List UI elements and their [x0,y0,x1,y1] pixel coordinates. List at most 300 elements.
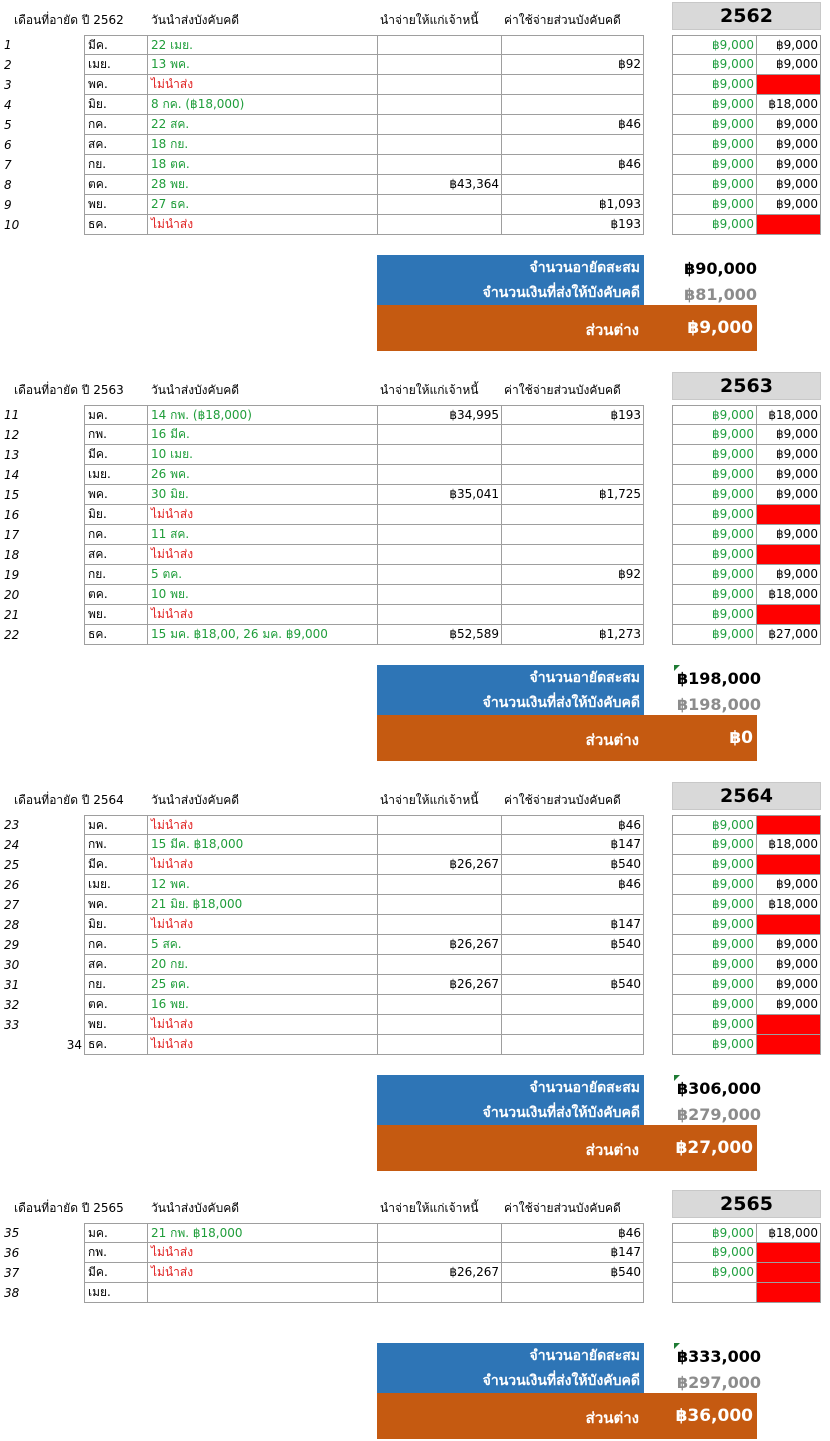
month-cell[interactable]: พค. [84,75,148,95]
expense-cell[interactable]: ฿46 [502,875,644,895]
expense-cell[interactable] [502,525,644,545]
paid-cell[interactable] [757,605,821,625]
paid-cell[interactable]: ฿9,000 [757,55,821,75]
debt-payment-cell[interactable]: ฿52,589 [378,625,502,645]
debt-payment-cell[interactable] [378,835,502,855]
year-header: 2565 [672,1190,821,1218]
accrued-cell[interactable]: ฿9,000 [672,1243,757,1263]
row-number: 4 [4,98,12,112]
table-row [0,155,830,175]
month-cell[interactable]: กพ. [84,425,148,445]
header-month: เดือนที่อายัด ปี 2562 [14,13,124,27]
expense-cell[interactable] [502,75,644,95]
paid-cell[interactable] [757,215,821,235]
date-cell[interactable]: 13 พค. [148,55,378,75]
accrued-cell[interactable]: ฿9,000 [672,975,757,995]
comment-marker-icon [674,1075,680,1081]
paid-cell[interactable]: ฿9,000 [757,525,821,545]
expense-cell[interactable]: ฿92 [502,55,644,75]
table-row [0,215,830,235]
expense-cell[interactable] [502,1015,644,1035]
year-header: 2562 [672,2,821,30]
sent-value: ฿297,000 [677,1373,762,1392]
debt-payment-cell[interactable] [378,465,502,485]
date-cell[interactable]: 5 ตค. [148,565,378,585]
month-cell[interactable]: เมย. [84,875,148,895]
row-number: 34 [66,1038,82,1052]
date-cell[interactable]: 16 พย. [148,995,378,1015]
paid-cell[interactable] [757,815,821,835]
accrued-cell[interactable]: ฿9,000 [672,625,757,645]
date-cell[interactable]: 15 มค. ฿18,00, 26 มค. ฿9,000 [148,625,378,645]
paid-cell[interactable]: ฿9,000 [757,155,821,175]
accrued-cell[interactable]: ฿9,000 [672,505,757,525]
month-cell[interactable]: มีค. [84,445,148,465]
date-cell[interactable]: 12 พค. [148,875,378,895]
expense-cell[interactable]: ฿1,093 [502,195,644,215]
month-cell[interactable]: สค. [84,545,148,565]
accrued-cell[interactable]: ฿9,000 [672,95,757,115]
table-row [0,605,830,625]
row-number: 14 [4,468,20,482]
date-cell[interactable]: 15 มีค. ฿18,000 [148,835,378,855]
difference-label: ส่วนต่าง [585,321,639,339]
accrued-cell[interactable]: ฿9,000 [672,465,757,485]
month-cell[interactable]: ตค. [84,175,148,195]
date-cell[interactable]: 11 สค. [148,525,378,545]
date-cell[interactable]: 14 กพ. (฿18,000) [148,405,378,425]
date-cell[interactable]: ไม่นำส่ง [148,1015,378,1035]
header-expense: ค่าใช้จ่ายส่วนบังคับคดี [504,383,621,397]
date-cell[interactable]: 5 สค. [148,935,378,955]
difference-value: ฿36,000 [675,1406,753,1426]
paid-cell[interactable]: ฿9,000 [757,35,821,55]
accrued-cell[interactable]: ฿9,000 [672,1263,757,1283]
accrued-cell[interactable]: ฿9,000 [672,75,757,95]
date-cell[interactable]: 20 กย. [148,955,378,975]
paid-cell[interactable]: ฿9,000 [757,115,821,135]
expense-cell[interactable]: ฿92 [502,565,644,585]
accrued-cell[interactable]: ฿9,000 [672,875,757,895]
month-cell[interactable]: ธค. [84,1035,148,1055]
date-cell[interactable]: 8 กค. (฿18,000) [148,95,378,115]
debt-payment-cell[interactable] [378,895,502,915]
difference-label: ส่วนต่าง [585,1409,639,1427]
month-cell[interactable]: เมย. [84,55,148,75]
month-cell[interactable]: มีค. [84,855,148,875]
paid-cell[interactable]: ฿18,000 [757,1223,821,1243]
year-section-2565 [0,1193,830,1427]
accrued-cell[interactable] [672,1283,757,1303]
month-cell[interactable]: มีค. [84,1263,148,1283]
table-row [0,465,830,485]
paid-cell[interactable] [757,855,821,875]
debt-payment-cell[interactable] [378,425,502,445]
expense-cell[interactable]: ฿540 [502,975,644,995]
month-cell[interactable]: สค. [84,135,148,155]
table-row [0,585,830,605]
accrued-cell[interactable]: ฿9,000 [672,195,757,215]
expense-cell[interactable] [502,585,644,605]
expense-cell[interactable]: ฿193 [502,405,644,425]
accrued-cell[interactable]: ฿9,000 [672,485,757,505]
date-cell[interactable]: ไม่นำส่ง [148,505,378,525]
row-number: 22 [4,628,20,642]
paid-cell[interactable] [757,75,821,95]
paid-cell[interactable] [757,545,821,565]
accrued-cell[interactable]: ฿9,000 [672,135,757,155]
paid-cell[interactable]: ฿9,000 [757,135,821,155]
expense-cell[interactable] [502,895,644,915]
expense-cell[interactable] [502,35,644,55]
month-cell[interactable]: กพ. [84,835,148,855]
month-cell[interactable]: พย. [84,605,148,625]
expense-cell[interactable]: ฿1,725 [502,485,644,505]
expense-cell[interactable] [502,175,644,195]
header-month: เดือนที่อายัด ปี 2565 [14,1201,124,1215]
debt-payment-cell[interactable] [378,445,502,465]
month-cell[interactable]: มค. [84,1223,148,1243]
accrued-cell[interactable]: ฿9,000 [672,815,757,835]
header-month: เดือนที่อายัด ปี 2563 [14,383,124,397]
expense-cell[interactable] [502,955,644,975]
date-cell[interactable]: ไม่นำส่ง [148,75,378,95]
table-row [0,195,830,215]
accrued-cell[interactable]: ฿9,000 [672,425,757,445]
accrued-cell[interactable]: ฿9,000 [672,995,757,1015]
table-row [0,915,830,935]
expense-cell[interactable]: ฿147 [502,1243,644,1263]
table-row [0,995,830,1015]
month-cell[interactable]: ตค. [84,995,148,1015]
accrued-cell[interactable]: ฿9,000 [672,155,757,175]
header-debt: นำจ่ายให้แก่เจ้าหนี้ [380,383,479,397]
paid-cell[interactable]: ฿9,000 [757,445,821,465]
date-cell[interactable]: ไม่นำส่ง [148,915,378,935]
paid-cell[interactable]: ฿9,000 [757,995,821,1015]
month-cell[interactable]: พค. [84,485,148,505]
row-number: 21 [4,608,20,622]
row-number: 17 [4,528,20,542]
row-number: 28 [4,918,20,932]
date-cell[interactable]: ไม่นำส่ง [148,545,378,565]
table-row [0,135,830,155]
debt-payment-cell[interactable]: ฿26,267 [378,855,502,875]
debt-payment-cell[interactable] [378,95,502,115]
table-row [0,175,830,195]
row-number: 9 [4,198,12,212]
date-cell[interactable]: 30 มิย. [148,485,378,505]
month-cell[interactable]: กย. [84,565,148,585]
date-cell[interactable]: 28 พย. [148,175,378,195]
paid-cell[interactable]: ฿18,000 [757,585,821,605]
date-cell[interactable]: 21 กพ. ฿18,000 [148,1223,378,1243]
paid-cell[interactable]: ฿9,000 [757,485,821,505]
expense-cell[interactable] [502,95,644,115]
paid-cell[interactable]: ฿18,000 [757,405,821,425]
date-cell[interactable]: 10 พย. [148,585,378,605]
header-month: เดือนที่อายัด ปี 2564 [14,793,124,807]
paid-cell[interactable]: ฿9,000 [757,465,821,485]
month-cell[interactable]: มิย. [84,915,148,935]
sent-value: ฿198,000 [677,695,762,714]
difference-value: ฿27,000 [675,1138,753,1158]
accrued-cell[interactable]: ฿9,000 [672,115,757,135]
header-debt: นำจ่ายให้แก่เจ้าหนี้ [380,793,479,807]
header-expense: ค่าใช้จ่ายส่วนบังคับคดี [504,1201,621,1215]
date-cell[interactable]: 18 กย. [148,135,378,155]
paid-cell[interactable]: ฿9,000 [757,955,821,975]
paid-cell[interactable]: ฿9,000 [757,975,821,995]
debt-payment-cell[interactable] [378,995,502,1015]
debt-payment-cell[interactable] [378,915,502,935]
accrued-cell[interactable]: ฿9,000 [672,935,757,955]
paid-cell[interactable]: ฿9,000 [757,565,821,585]
accrued-cell[interactable]: ฿9,000 [672,895,757,915]
date-cell[interactable]: 10 เมย. [148,445,378,465]
debt-payment-cell[interactable]: ฿35,041 [378,485,502,505]
date-cell[interactable]: 25 ตค. [148,975,378,995]
date-cell[interactable]: 16 มีค. [148,425,378,445]
expense-cell[interactable] [502,445,644,465]
month-cell[interactable]: ตค. [84,585,148,605]
accrued-cell[interactable]: ฿9,000 [672,405,757,425]
accrued-cell[interactable]: ฿9,000 [672,1035,757,1055]
debt-payment-cell[interactable]: ฿43,364 [378,175,502,195]
paid-cell[interactable]: ฿9,000 [757,425,821,445]
expense-cell[interactable] [502,135,644,155]
month-cell[interactable]: กย. [84,975,148,995]
table-row [0,565,830,585]
month-cell[interactable]: เมย. [84,465,148,485]
paid-cell[interactable] [757,1263,821,1283]
expense-cell[interactable]: ฿1,273 [502,625,644,645]
expense-cell[interactable] [502,605,644,625]
debt-payment-cell[interactable] [378,215,502,235]
month-cell[interactable]: กพ. [84,1243,148,1263]
table-row [0,955,830,975]
debt-payment-cell[interactable] [378,115,502,135]
paid-cell[interactable] [757,1283,821,1303]
sent-label: จำนวนเงินที่ส่งให้บังคับคดี [377,1101,644,1125]
row-number: 15 [4,488,20,502]
expense-cell[interactable] [502,545,644,565]
paid-cell[interactable] [757,505,821,525]
month-cell[interactable]: เมย. [84,1283,148,1303]
month-cell[interactable]: กค. [84,115,148,135]
accrued-cell[interactable]: ฿9,000 [672,1015,757,1035]
difference-bar [377,1125,757,1171]
accrued-cell[interactable]: ฿9,000 [672,835,757,855]
debt-payment-cell[interactable] [378,605,502,625]
debt-payment-cell[interactable] [378,815,502,835]
debt-payment-cell[interactable] [378,55,502,75]
paid-cell[interactable] [757,1035,821,1055]
paid-cell[interactable]: ฿9,000 [757,195,821,215]
accrued-cell[interactable]: ฿9,000 [672,565,757,585]
month-cell[interactable]: สค. [84,955,148,975]
month-cell[interactable]: พค. [84,895,148,915]
sent-label: จำนวนเงินที่ส่งให้บังคับคดี [377,691,644,715]
date-cell[interactable]: ไม่นำส่ง [148,1035,378,1055]
month-cell[interactable]: มิย. [84,505,148,525]
debt-payment-cell[interactable] [378,545,502,565]
paid-cell[interactable]: ฿18,000 [757,835,821,855]
table-row [0,975,830,995]
expense-cell[interactable]: ฿46 [502,155,644,175]
month-cell[interactable]: กค. [84,935,148,955]
date-cell[interactable]: 26 พค. [148,465,378,485]
debt-payment-cell[interactable] [378,1283,502,1303]
table-row [0,1035,830,1055]
month-cell[interactable]: มิย. [84,95,148,115]
expense-cell[interactable]: ฿46 [502,115,644,135]
paid-cell[interactable] [757,915,821,935]
debt-payment-cell[interactable]: ฿26,267 [378,975,502,995]
row-number: 11 [4,408,20,422]
accrued-cell[interactable]: ฿9,000 [672,915,757,935]
debt-payment-cell[interactable] [378,585,502,605]
accrued-cell[interactable]: ฿9,000 [672,585,757,605]
debt-payment-cell[interactable] [378,1243,502,1263]
expense-cell[interactable] [502,465,644,485]
accrued-cell[interactable]: ฿9,000 [672,605,757,625]
row-number: 27 [4,898,20,912]
expense-cell[interactable]: ฿147 [502,835,644,855]
month-cell[interactable]: มีค. [84,35,148,55]
difference-bar [377,715,757,761]
month-cell[interactable]: ธค. [84,215,148,235]
paid-cell[interactable]: ฿9,000 [757,875,821,895]
row-number: 2 [4,58,12,72]
accrued-cell[interactable]: ฿9,000 [672,955,757,975]
table-row [0,1223,830,1243]
expense-cell[interactable]: ฿147 [502,915,644,935]
accrued-cell[interactable]: ฿9,000 [672,855,757,875]
month-cell[interactable]: มค. [84,815,148,835]
debt-payment-cell[interactable] [378,1035,502,1055]
date-cell[interactable]: ไม่นำส่ง [148,815,378,835]
debt-payment-cell[interactable] [378,135,502,155]
month-cell[interactable]: ธค. [84,625,148,645]
difference-label: ส่วนต่าง [585,1141,639,1159]
accumulated-value: ฿198,000 [677,669,762,688]
month-cell[interactable]: พย. [84,1015,148,1035]
debt-payment-cell[interactable]: ฿26,267 [378,935,502,955]
accrued-cell[interactable]: ฿9,000 [672,525,757,545]
debt-payment-cell[interactable] [378,1015,502,1035]
paid-cell[interactable]: ฿18,000 [757,95,821,115]
date-cell[interactable]: 22 เมย. [148,35,378,55]
date-cell[interactable] [148,1283,378,1303]
accrued-cell[interactable]: ฿9,000 [672,175,757,195]
debt-payment-cell[interactable] [378,155,502,175]
accumulated-label: จำนวนอายัดสะสม [377,1075,644,1101]
date-cell[interactable]: ไม่นำส่ง [148,215,378,235]
month-cell[interactable]: พย. [84,195,148,215]
expense-cell[interactable]: ฿193 [502,215,644,235]
row-number: 37 [4,1266,20,1280]
debt-payment-cell[interactable] [378,505,502,525]
accumulated-label: จำนวนอายัดสะสม [377,1343,644,1369]
debt-payment-cell[interactable] [378,875,502,895]
row-number: 8 [4,178,12,192]
accumulated-label: จำนวนอายัดสะสม [377,255,644,281]
month-cell[interactable]: กค. [84,525,148,545]
expense-cell[interactable]: ฿540 [502,1263,644,1283]
expense-cell[interactable] [502,1283,644,1303]
date-cell[interactable]: ไม่นำส่ง [148,605,378,625]
paid-cell[interactable]: ฿9,000 [757,935,821,955]
debt-payment-cell[interactable]: ฿34,995 [378,405,502,425]
month-cell[interactable]: กย. [84,155,148,175]
accrued-cell[interactable]: ฿9,000 [672,215,757,235]
table-row [0,445,830,465]
paid-cell[interactable]: ฿27,000 [757,625,821,645]
accrued-cell[interactable]: ฿9,000 [672,545,757,565]
date-cell[interactable]: ไม่นำส่ง [148,1243,378,1263]
expense-cell[interactable] [502,1035,644,1055]
date-cell[interactable]: ไม่นำส่ง [148,1263,378,1283]
row-number: 18 [4,548,20,562]
debt-payment-cell[interactable] [378,75,502,95]
row-number: 3 [4,78,12,92]
month-cell[interactable]: มค. [84,405,148,425]
header-debt: นำจ่ายให้แก่เจ้าหนี้ [380,13,479,27]
date-cell[interactable]: 21 มิย. ฿18,000 [148,895,378,915]
accrued-cell[interactable]: ฿9,000 [672,445,757,465]
debt-payment-cell[interactable]: ฿26,267 [378,1263,502,1283]
comment-marker-icon [674,1343,680,1349]
table-row [0,95,830,115]
expense-cell[interactable]: ฿46 [502,1223,644,1243]
expense-cell[interactable] [502,425,644,445]
difference-bar [377,1393,757,1439]
table-row [0,895,830,915]
expense-cell[interactable]: ฿540 [502,855,644,875]
accrued-cell[interactable]: ฿9,000 [672,35,757,55]
accrued-cell[interactable]: ฿9,000 [672,55,757,75]
debt-payment-cell[interactable] [378,1223,502,1243]
year-section-2562 [0,5,830,339]
expense-cell[interactable]: ฿540 [502,935,644,955]
debt-payment-cell[interactable] [378,525,502,545]
debt-payment-cell[interactable] [378,565,502,585]
accrued-cell[interactable]: ฿9,000 [672,1223,757,1243]
table-row [0,1015,830,1035]
debt-payment-cell[interactable] [378,195,502,215]
debt-payment-cell[interactable] [378,35,502,55]
paid-cell[interactable] [757,1015,821,1035]
expense-cell[interactable] [502,995,644,1015]
paid-cell[interactable] [757,1243,821,1263]
table-row [0,835,830,855]
date-cell[interactable]: 27 ธค. [148,195,378,215]
expense-cell[interactable] [502,505,644,525]
date-cell[interactable]: 18 ตค. [148,155,378,175]
table-row [0,425,830,445]
expense-cell[interactable]: ฿46 [502,815,644,835]
row-number: 23 [4,818,20,832]
row-number: 26 [4,878,20,892]
table-row [0,55,830,75]
paid-cell[interactable]: ฿9,000 [757,175,821,195]
date-cell[interactable]: 22 สค. [148,115,378,135]
paid-cell[interactable]: ฿18,000 [757,895,821,915]
table-row [0,875,830,895]
date-cell[interactable]: ไม่นำส่ง [148,855,378,875]
debt-payment-cell[interactable] [378,955,502,975]
